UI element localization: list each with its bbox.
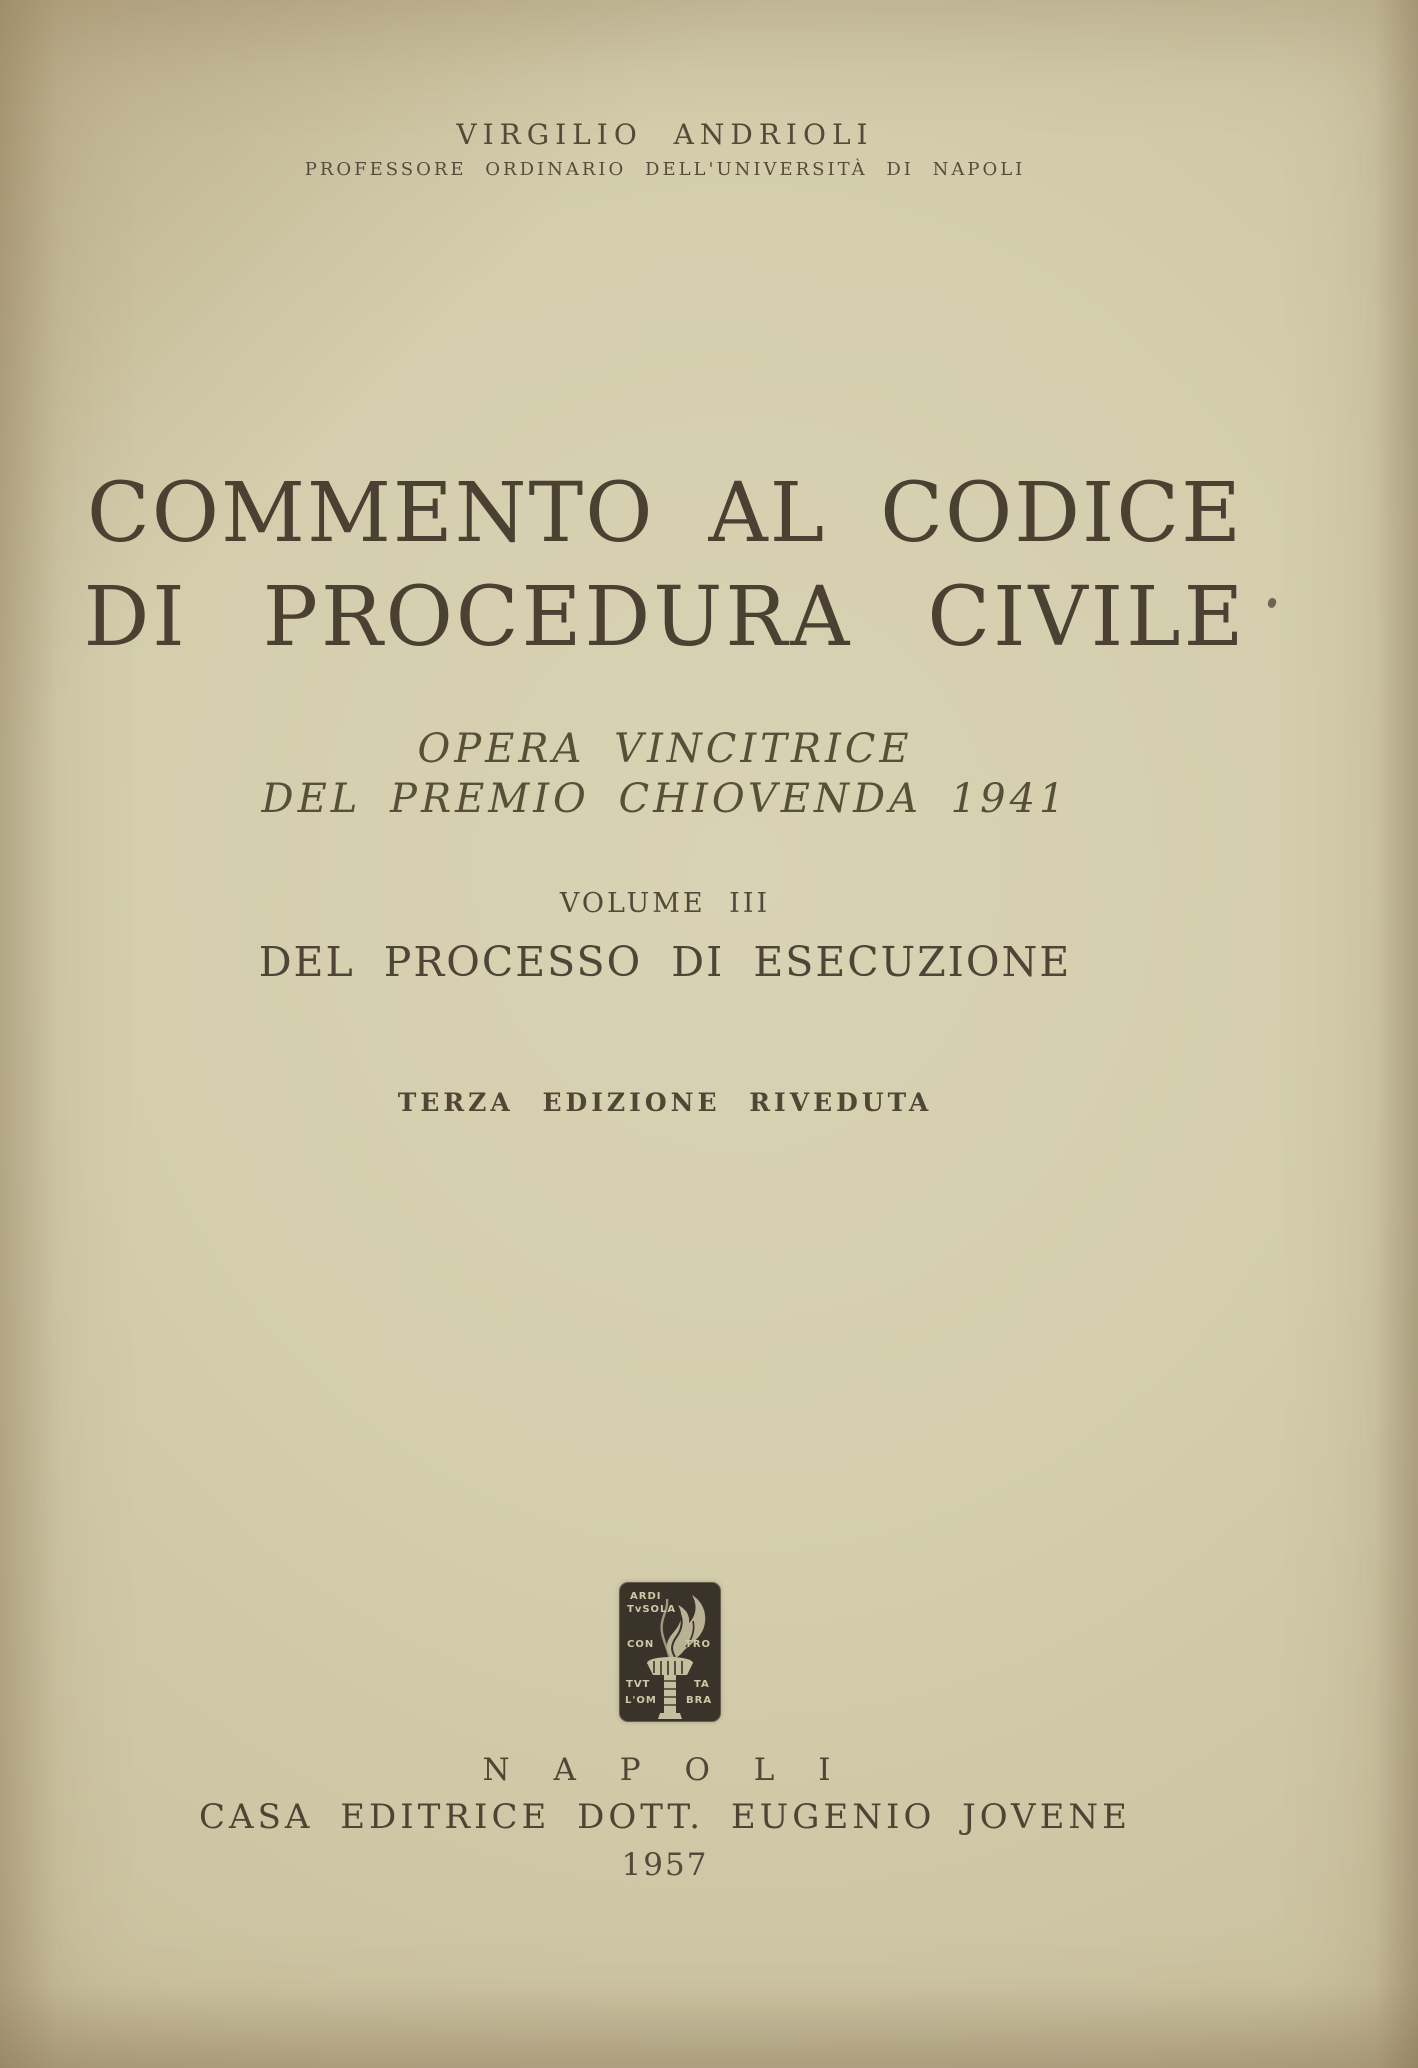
device-motto-word: TA	[694, 1679, 710, 1690]
device-motto-word: TRO	[685, 1639, 712, 1650]
publisher-device	[620, 1583, 720, 1721]
book-title-line1: COMMENTO AL CODICE	[87, 466, 1243, 561]
device-motto-word: L'OM	[625, 1695, 657, 1706]
device-motto-word: BRA	[686, 1695, 713, 1706]
device-motto-word: ARDI	[630, 1591, 662, 1602]
device-motto-word: TvSOLA	[627, 1604, 677, 1615]
imprint-city: N A P O L I	[482, 1752, 848, 1788]
edition-statement: TERZA EDIZIONE RIVEDUTA	[397, 1088, 933, 1117]
book-title-line2: DI PROCEDURA CIVILE	[83, 570, 1247, 665]
device-motto-word: TVT	[626, 1679, 651, 1690]
volume-number: VOLUME III	[559, 888, 771, 919]
imprint-publisher: CASA EDITRICE DOTT. EUGENIO JOVENE	[199, 1797, 1131, 1837]
author-name: VIRGILIO ANDRIOLI	[456, 118, 874, 151]
award-line2: DEL PREMIO CHIOVENDA 1941	[261, 776, 1069, 822]
volume-title: DEL PROCESSO DI ESECUZIONE	[258, 938, 1072, 986]
book-title	[0, 462, 1330, 670]
imprint-year: 1957	[621, 1847, 709, 1883]
device-motto-word: CON	[627, 1639, 655, 1650]
award-line1: OPERA VINCITRICE	[417, 726, 913, 772]
author-affiliation: PROFESSORE ORDINARIO DELL'UNIVERSITÀ DI NAPOLI	[304, 159, 1026, 180]
